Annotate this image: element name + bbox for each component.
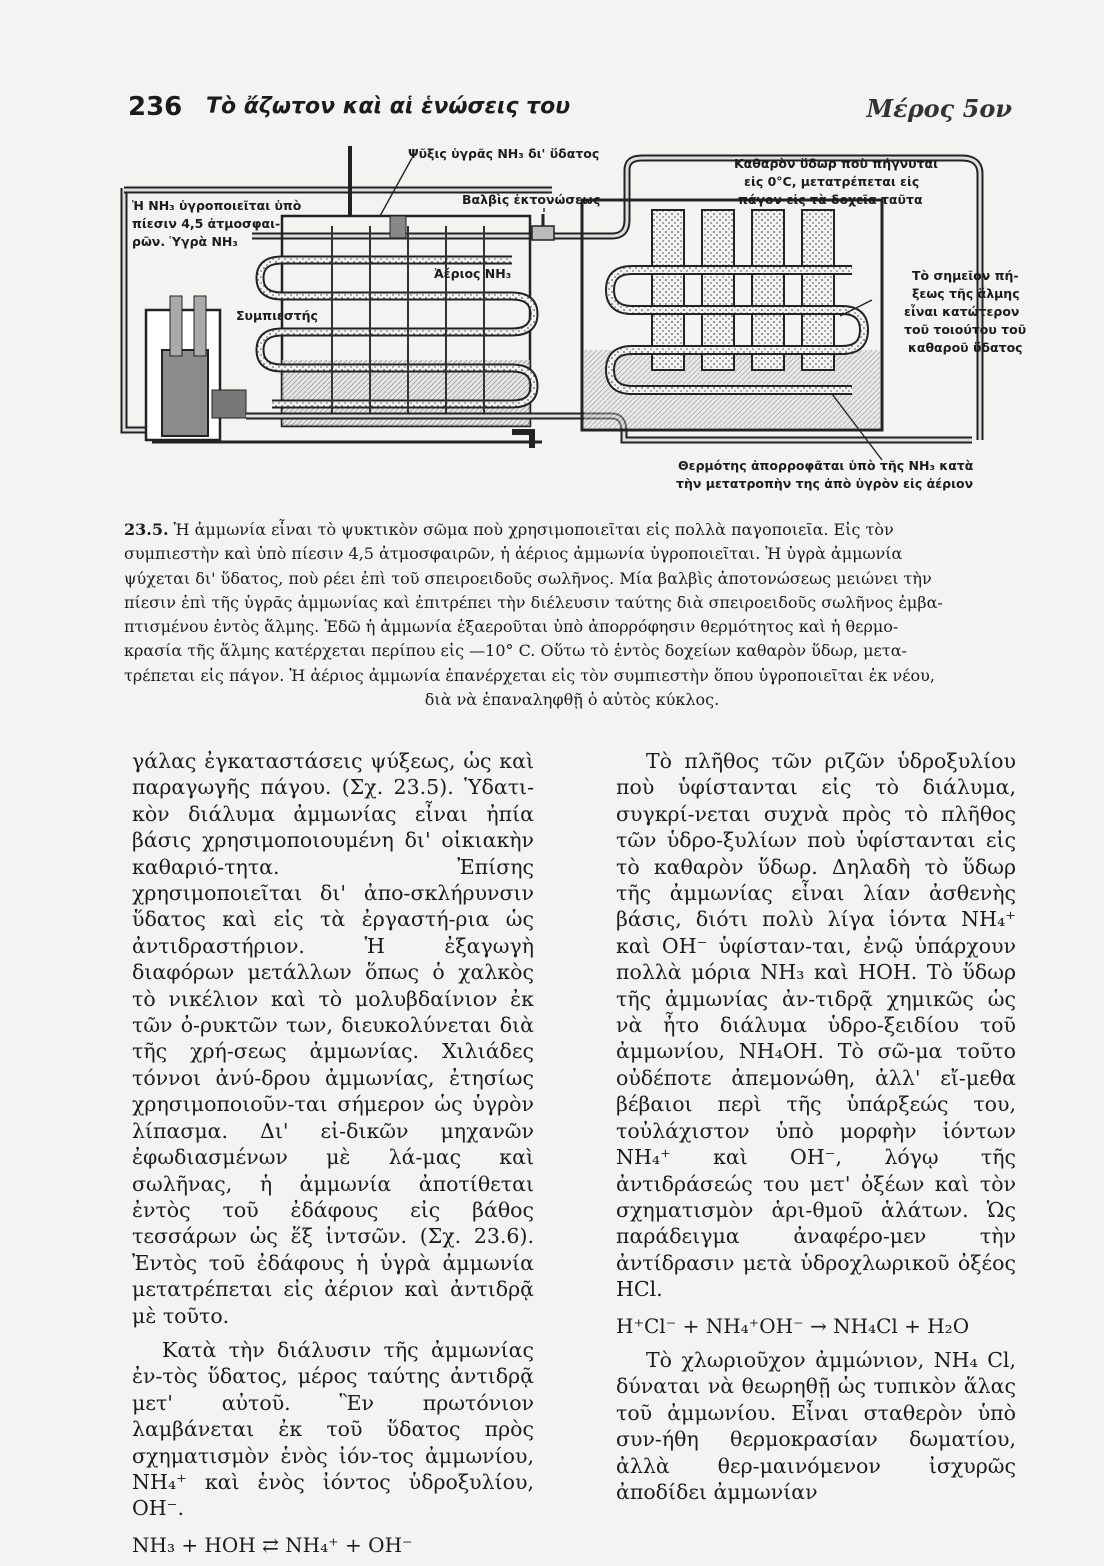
label-expansion-valve: Βαλβὶς ἐκτονώσεως [462,192,601,207]
page-number: 236 [128,92,183,122]
label-liquefied-2: πίεσιν 4,5 ἀτμοσφαι- [132,216,281,231]
caption-line: συμπιεστὴν καὶ ὑπὸ πίεσιν 4,5 ἀτμοσφαιρῶν, ἡ ἀέριος ἀμμωνία ὑγροποιεῖται. Ἡ ὑγρὰ ἀμμωνία [124,544,903,564]
part-label: Μέρος 5ον [866,94,1012,123]
refrigeration-diagram [112,140,1027,500]
label-compressor: Συμπιεστής [236,308,318,323]
caption-line: πτισμένου ἐντὸς ἅλμης. Ἐδῶ ἡ ἀμμωνία ἐξαεροῦται ὑπὸ ἀπορρόφησιν θερμότητος καὶ ἡ θερμο- [124,617,899,637]
label-heat-1: Θερμότης ἀπορροφᾶται ὑπὸ τῆς NH₃ κατὰ [678,458,974,473]
body-paragraph: Τὸ πλῆθος τῶν ριζῶν ὑδροξυλίου ποὺ ὑφίστανται εἰς τὸ διάλυμα, συγκρί-νεται συχνὰ πρὸς τὸ πλῆθος τῶν ὑδρο-ξυλίων ποὺ ὑφίστανται εἰς τὸ καθαρὸν ὕδωρ. Δηλαδὴ τὸ ὕδωρ τῆς ἀμμωνίας εἶναι λίαν ἀσθενὴς βάσις, διότι πολὺ λίγα ἰόντα NH₄⁺ καὶ OH⁻ ὑφίσταν-ται, ἐνῷ ὑπάρχουν πολλὰ μόρια NH₃ καὶ HOH. Τὸ ὕδωρ τῆς ἀμμωνίας ἀν-τιδρᾷ χημικῶς ὡς νὰ ἦτο διάλυμα ὑδρο-ξειδίου τοῦ ἀμμωνίου, NH₄OH. Τὸ σῶ-μα τοῦτο οὐδέποτε ἀπεμονώθη, ἀλλ' εἴ-μεθα βέβαιοι περὶ τῆς ὑπάρξεώς του, τοὐλάχιστον ὑπὸ μορφὴν ἰόντων NH₄⁺ καὶ OH⁻, λόγῳ τῆς ἀντιδράσεώς του μετ' ὀξέων καὶ τὸν σχηματισμὸν ἁρι-θμοῦ ἁλάτων. Ὡς παράδειγμα ἀναφέρο-μεν τὴν ἀντίδρασιν μετὰ ὑδροχλωρικοῦ ὀξέος HCl. [616,749,1016,1302]
running-title: Τὸ ἄζωτον καὶ αἱ ἑνώσεις του [206,94,571,119]
label-brine-4: τοῦ τοιούτου τοῦ [904,322,1027,337]
caption-line: ψύχεται δι' ὕδατος, ποὺ ρέει ἐπὶ τοῦ σπειροειδοῦς σωλῆνος. Μία βαλβὶς ἀποτονώσεως μειώνει τὴν [124,568,932,588]
label-liquefied-3: ρῶν. Ὑγρὰ NH₃ [132,234,238,249]
label-brine-1: Τὸ σημεῖον πή- [912,268,1019,283]
label-pure-water-3: πάγον εἰς τὰ δοχεῖα ταῦτα [738,192,923,207]
figure-number: 23.5. [124,520,169,539]
page-header [128,92,1012,132]
body-paragraph: Κατὰ τὴν διάλυσιν τῆς ἀμμωνίας ἐν-τὸς ὕδατος, μέρος ταύτης ἀντιδρᾷ μετ' αὐτοῦ. Ἓν πρωτόνιον λαμβάνεται ἐκ τοῦ ὕδατος πρὸς σχηματισμὸν ἑνὸς ἰόν-τος ἀμμωνίου, NH₄⁺ καὶ ἑνὸς ἰόντος ὑδροξυλίου, OH⁻. [132,1337,534,1521]
equation: NH₃ + HOH ⇄ NH₄⁺ + OH⁻ [132,1532,413,1557]
label-water-cooling: Ψῦξις ὑγρᾶς NH₃ δι' ὕδατος [408,146,600,161]
caption-line: κρασία τῆς ἅλμης κατέρχεται περίπου εἰς —10° C. Οὕτω τὸ ἐντὸς δοχείων καθαρὸν ὕδωρ, μετα- [124,641,907,661]
label-pure-water-1: Καθαρὸν ὕδωρ ποὺ πήγνυται [734,156,939,171]
caption-line: Ἡ ἀμμωνία εἶναι τὸ ψυκτικὸν σῶμα ποὺ χρησιμοποιεῖται εἰς πολλὰ παγοποιεῖα. Εἰς τὸν [173,520,894,539]
caption-line: πίεσιν ἐπὶ τῆς ὑγρᾶς ἀμμωνίας καὶ ἐπιτρέπει τὴν διέλευσιν ταύτης διὰ σπειροειδοῦς σωλῆνος ἐμβα- [124,592,943,612]
body-paragraph: Τὸ χλωριοῦχον ἀμμώνιον, NH₄ Cl, δύναται νὰ θεωρηθῇ ὡς τυπικὸν ἅλας τοῦ ἀμμωνίου. Εἶναι σταθερὸν ὑπὸ συν-ήθη θερμοκρασίαν δωματίου, ἀλλὰ θερ-μαινόμενον ἰσχυρῶς ἀποδίδει ἀμμωνίαν [616,1347,1016,1504]
label-brine-3: εἶναι κατώτερον [904,304,1020,319]
caption-line: τρέπεται εἰς πάγον. Ἡ ἀέριος ἀμμωνία ἐπανέρχεται εἰς τὸν συμπιεστὴν ὅπου ὑγροποιεῖται ἐκ νέου, [124,665,935,685]
body-paragraph: γάλας ἐγκαταστάσεις ψύξεως, ὡς καὶ παραγωγῆς πάγου. (Σχ. 23.5). Ὑδατι-κὸν διάλυμα ἀμμωνίας εἶναι ἠπία βάσις χρησιμοποιουμένη δι' οἰκιακὴν καθαριό-τητα. Ἐπίσης χρησιμοποιεῖται δι' ἀπο-σκλήρυνσιν ὕδατος καὶ εἰς τὰ ἐργαστή-ρια ὡς ἀντιδραστήριον. Ἡ ἐξαγωγὴ διαφόρων μετάλλων ὅπως ὁ χαλκὸς τὸ νικέλιον καὶ τὸ μολυβδαίνιον ἐκ τῶν ὀ-ρυκτῶν των, διευκολύνεται διὰ τῆς χρή-σεως ἀμμωνίας. Χιλιάδες τόννοι ἀνύ-δρου ἀμμωνίας, ἐτησίως χρησιμοποιοῦν-ται σήμερον ὡς ὑγρὸν λίπασμα. Δι' εἰ-δικῶν μηχανῶν ἐφωδιασμένων μὲ λά-μας καὶ σωλῆνας, ἡ ἀμμωνία ἀποτίθεται ἐντὸς τοῦ ἐδάφους εἰς βάθος τεσσάρων ὡς ἕξ ἰντσῶν. (Σχ. 23.6). Ἐντὸς τοῦ ἐδάφους ἡ ὑγρὰ ἀμμωνία μετατρέπεται εἰς ἀέριον καὶ ἀντιδρᾷ μὲ τοῦτο. [132,749,534,1328]
label-heat-2: τὴν μετατροπὴν της ἀπὸ ὑγρὸν εἰς ἀέριον [676,476,974,491]
label-pure-water-2: εἰς 0°C, μετατρέπεται εἰς [744,174,920,189]
equation: H⁺Cl⁻ + NH₄⁺OH⁻ → NH₄Cl + H₂O [616,1313,970,1338]
label-brine-5: καθαροῦ ὕδατος [908,340,1023,355]
label-liquefied-1: Ἡ NH₃ ὑγροποιεῖται ὑπὸ [132,198,302,213]
right-column [616,748,1016,1513]
label-gas-ammonia: Ἀέριος NH₃ [434,266,512,281]
caption-line: διὰ νὰ ἐπαναληφθῇ ὁ αὐτὸς κύκλος. [424,690,720,710]
figure-caption [124,518,1020,712]
label-brine-2: ξεως τῆς ἅλμης [912,286,1020,301]
left-column [132,748,534,1566]
